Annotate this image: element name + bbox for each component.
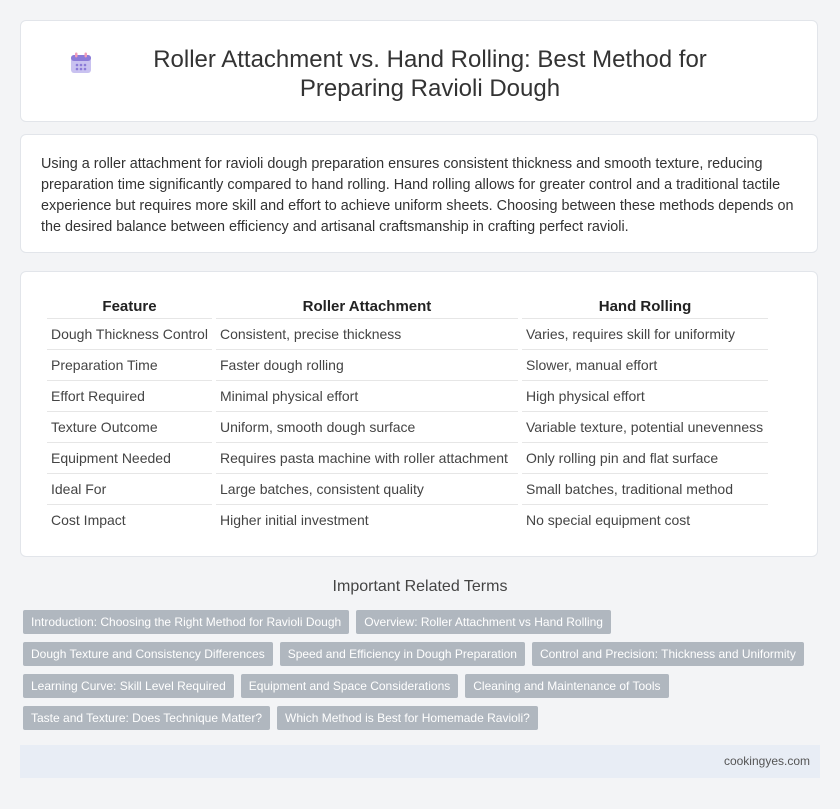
table-cell: Minimal physical effort bbox=[216, 381, 518, 412]
column-header-roller: Roller Attachment bbox=[216, 294, 518, 319]
table-row bbox=[47, 350, 768, 381]
table-cell: Variable texture, potential unevenness bbox=[522, 412, 768, 443]
table-header-row bbox=[47, 294, 768, 319]
tag-overview[interactable]: Overview: Roller Attachment vs Hand Rolling bbox=[356, 610, 611, 634]
table-cell: Varies, requires skill for uniformity bbox=[522, 319, 768, 350]
table-cell: Only rolling pin and flat surface bbox=[522, 443, 768, 474]
table-cell: Higher initial investment bbox=[220, 512, 369, 528]
page-title bbox=[21, 45, 819, 103]
calendar-icon bbox=[69, 51, 93, 75]
table-cell: Equipment Needed bbox=[47, 443, 212, 474]
table-cell: Texture Outcome bbox=[47, 412, 212, 443]
table-cell: Ideal For bbox=[47, 474, 212, 505]
column-header-hand: Hand Rolling bbox=[522, 294, 768, 319]
table-cell: Faster dough rolling bbox=[216, 350, 518, 381]
tag-introduction[interactable]: Introduction: Choosing the Right Method for Ravioli Dough bbox=[23, 610, 349, 634]
tag-row bbox=[23, 674, 823, 698]
table-cell: High physical effort bbox=[522, 381, 768, 412]
intro-card bbox=[20, 134, 818, 253]
tag-row bbox=[23, 706, 823, 730]
table-cell: Slower, manual effort bbox=[522, 350, 768, 381]
table-cell: Requires pasta machine with roller attachment bbox=[216, 443, 518, 474]
tag-row bbox=[23, 642, 823, 666]
table-cell: Dough Thickness Control bbox=[47, 319, 212, 350]
tag-best-method[interactable]: Which Method is Best for Homemade Ravioli? bbox=[277, 706, 538, 730]
header bbox=[21, 45, 819, 103]
tag-row bbox=[23, 610, 823, 634]
table-row bbox=[47, 443, 768, 474]
related-terms-tags bbox=[23, 610, 823, 738]
table-cell: Small batches, traditional method bbox=[522, 474, 768, 505]
table-row bbox=[47, 412, 768, 443]
table-row bbox=[47, 319, 768, 350]
table-cell: Large batches, consistent quality bbox=[216, 474, 518, 505]
table-row bbox=[47, 474, 768, 505]
page-title-text: Roller Attachment vs. Hand Rolling: Best Method for Preparing Ravioli Dough bbox=[153, 46, 707, 102]
footer bbox=[20, 745, 820, 778]
tag-learning-curve[interactable]: Learning Curve: Skill Level Required bbox=[23, 674, 234, 698]
table-cell: Uniform, smooth dough surface bbox=[216, 412, 518, 443]
table-cell: No special equipment cost bbox=[526, 512, 691, 528]
table-row bbox=[47, 505, 768, 535]
footer-site-link[interactable]: cookingyes.com bbox=[723, 754, 810, 768]
table-cell: Consistent, precise thickness bbox=[216, 319, 518, 350]
header-card bbox=[20, 20, 818, 122]
table-row bbox=[47, 381, 768, 412]
tag-equipment-space[interactable]: Equipment and Space Considerations bbox=[241, 674, 458, 698]
table-cell: Preparation Time bbox=[47, 350, 212, 381]
tag-taste-texture[interactable]: Taste and Texture: Does Technique Matter? bbox=[23, 706, 270, 730]
tag-speed-efficiency[interactable]: Speed and Efficiency in Dough Preparation bbox=[280, 642, 525, 666]
intro-paragraph: Using a roller attachment for ravioli dough preparation ensures consistent thickness and smooth texture, reducing preparation time significantly compared to hand rolling. Hand rolling allows for greater control and a traditional tactile experience but requires more skill and effort to achieve uniform sheets. Choosing between these methods depends on the desired balance between efficiency and artisanal craftsmanship in crafting perfect ravioli. bbox=[41, 156, 794, 235]
related-terms-title: Important Related Terms bbox=[332, 578, 508, 595]
tag-cleaning[interactable]: Cleaning and Maintenance of Tools bbox=[465, 674, 668, 698]
comparison-card bbox=[20, 271, 818, 557]
column-header-feature: Feature bbox=[47, 294, 212, 319]
comparison-table bbox=[43, 294, 772, 535]
table-cell: Cost Impact bbox=[51, 512, 126, 528]
tag-dough-texture[interactable]: Dough Texture and Consistency Differences bbox=[23, 642, 273, 666]
table-cell: Effort Required bbox=[47, 381, 212, 412]
tag-control-precision[interactable]: Control and Precision: Thickness and Uniformity bbox=[532, 642, 804, 666]
